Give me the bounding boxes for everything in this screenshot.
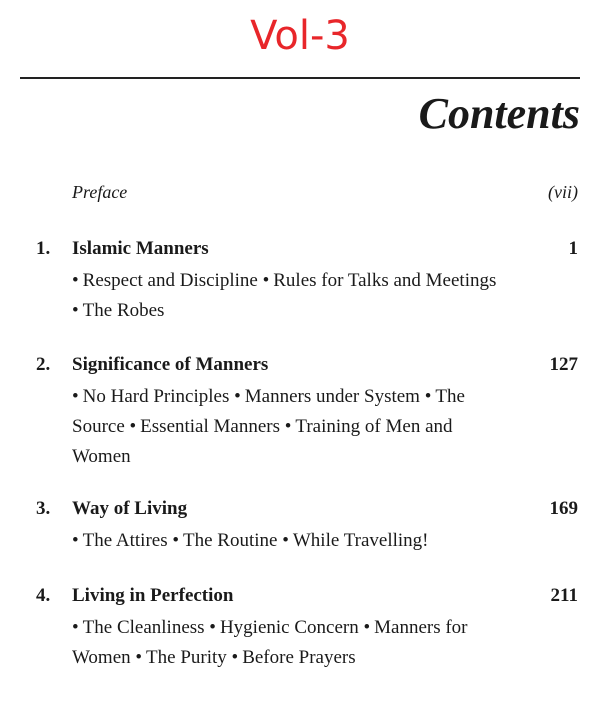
bullet-icon: • [72, 386, 79, 407]
chapter-heading [36, 354, 578, 376]
bullet-icon: • [363, 617, 371, 638]
volume-label: Vol-3 [250, 13, 350, 59]
topic-item: • Before Prayers [231, 647, 356, 668]
topic-item: • The Routine [172, 530, 278, 551]
topic-item: • Manners for Women [72, 617, 468, 668]
chapter-entry [36, 238, 578, 326]
topic-item: • The Robes [72, 300, 165, 321]
topic-item: • The Purity [135, 647, 227, 668]
bullet-icon: • [209, 617, 216, 638]
header-rule [20, 77, 580, 79]
chapter-entry [36, 498, 578, 556]
chapter-number: 1. [36, 238, 51, 259]
bullet-icon: • [424, 386, 432, 407]
bullet-icon: • [234, 386, 241, 407]
topic-item: • Training of Men and Women [72, 416, 453, 467]
topic-item: • The Cleanliness [72, 617, 205, 638]
topic-item: • Manners under System [234, 386, 420, 407]
chapter-entry [36, 585, 578, 673]
chapter-topics [72, 266, 502, 326]
topic-item: • Rules for Talks and Meetings [262, 270, 497, 291]
chapter-topics [72, 382, 502, 472]
chapter-title: Way of Living [72, 498, 188, 519]
chapter-entry [36, 354, 578, 472]
bullet-icon: • [172, 530, 180, 551]
bullet-icon: • [72, 530, 79, 551]
chapter-number: 3. [36, 498, 51, 519]
bullet-icon: • [262, 270, 270, 291]
chapter-heading [36, 238, 578, 260]
preface-label: Preface [72, 182, 128, 202]
bullet-icon: • [129, 416, 137, 437]
bullet-icon: • [72, 300, 79, 321]
chapter-title: Islamic Manners [72, 238, 209, 259]
chapter-topics [72, 526, 502, 556]
contents-title: Contents [418, 89, 580, 138]
bullet-icon: • [72, 617, 79, 638]
topic-item: • The Source [72, 386, 465, 437]
chapter-title: Significance of Manners [72, 354, 269, 375]
topic-item: • While Travelling! [282, 530, 429, 551]
topic-item: • Hygienic Concern [209, 617, 359, 638]
chapter-number: 4. [36, 585, 51, 606]
topic-item: • No Hard Principles [72, 386, 230, 407]
bullet-icon: • [135, 647, 143, 668]
chapter-page: 169 [549, 498, 578, 519]
bullet-icon: • [231, 647, 239, 668]
preface-entry [72, 182, 578, 203]
bullet-icon: • [284, 416, 292, 437]
chapter-heading [36, 498, 578, 520]
topic-item: • The Attires [72, 530, 168, 551]
bullet-icon: • [282, 530, 289, 551]
chapter-page: 211 [550, 585, 578, 606]
topic-item: • Respect and Discipline [72, 270, 258, 291]
chapter-number: 2. [36, 354, 51, 375]
topic-item: • Essential Manners [129, 416, 280, 437]
chapter-page: 1 [568, 238, 578, 259]
chapter-topics [72, 613, 502, 673]
chapter-page: 127 [549, 354, 578, 375]
bullet-icon: • [72, 270, 79, 291]
preface-page: (vii) [548, 182, 578, 202]
chapter-heading [36, 585, 578, 607]
chapter-title: Living in Perfection [72, 585, 234, 606]
